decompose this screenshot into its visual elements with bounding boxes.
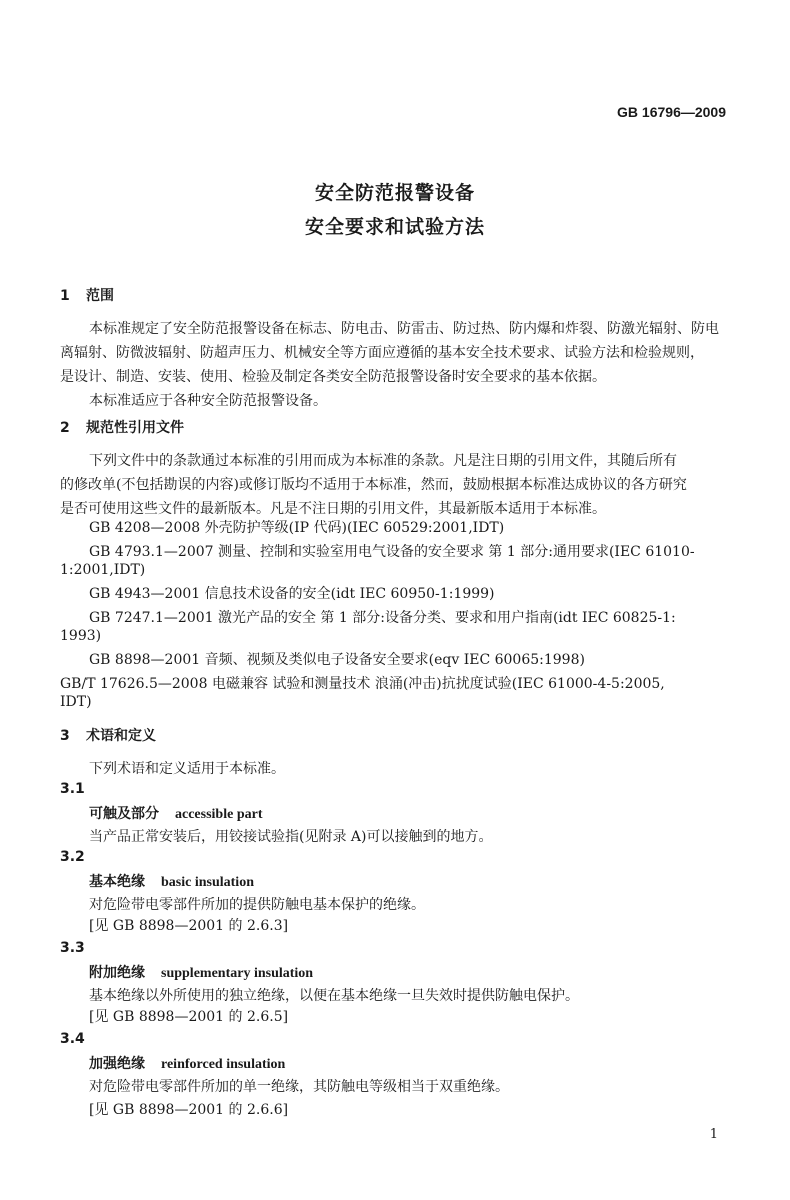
term-reference: [见 GB 8898—2001 的 2.6.3] xyxy=(89,918,289,934)
section-title: 规范性引用文件 xyxy=(86,420,184,436)
paragraph-line: 本标准适应于各种安全防范报警设备。 xyxy=(89,393,327,409)
section-title: 范围 xyxy=(86,288,114,304)
term-number: 3.2 xyxy=(60,849,85,865)
section-number: 3 xyxy=(60,728,70,744)
term-definition: 对危险带电零部件所加的单一绝缘，其防触电等级相当于双重绝缘。 xyxy=(89,1079,509,1095)
term-zh: 附加绝缘 xyxy=(89,965,145,981)
paragraph-line: 本标准规定了安全防范报警设备在标志、防电击、防雷击、防过热、防内爆和炸裂、防激光辐射、防电 xyxy=(89,321,719,337)
reference-line: GB 4943—2001 信息技术设备的安全(idt IEC 60950-1:1999) xyxy=(89,586,495,602)
title-line-2: 安全要求和试验方法 xyxy=(304,216,485,238)
standard-number: GB 16796—2009 xyxy=(617,104,726,120)
term-number: 3.1 xyxy=(60,781,85,797)
section-title: 术语和定义 xyxy=(86,728,156,744)
reference-line: 1993) xyxy=(60,628,102,644)
term-number: 3.3 xyxy=(60,940,85,956)
term-reference: [见 GB 8898—2001 的 2.6.5] xyxy=(89,1009,289,1025)
reference-line: GB 8898—2001 音频、视频及类似电子设备安全要求(eqv IEC 60065:1998) xyxy=(89,652,585,668)
term-reference: [见 GB 8898—2001 的 2.6.6] xyxy=(89,1102,289,1118)
reference-line: IDT) xyxy=(60,694,92,710)
section-3-heading xyxy=(60,725,156,745)
term-en: supplementary insulation xyxy=(161,966,314,981)
section-number: 2 xyxy=(60,420,70,436)
reference-line: GB/T 17626.5—2008 电磁兼容 试验和测量技术 浪涌(冲击)抗扰度试验(IEC 61000-4-5:2005, xyxy=(60,676,665,692)
term-number: 3.4 xyxy=(60,1031,85,1047)
reference-line: GB 7247.1—2001 激光产品的安全 第 1 部分:设备分类、要求和用户指南(idt IEC 60825-1: xyxy=(89,610,676,626)
paragraph-line: 是设计、制造、安装、使用、检验及制定各类安全防范报警设备时安全要求的基本依据。 xyxy=(60,369,606,385)
reference-line: GB 4208—2008 外壳防护等级(IP 代码)(IEC 60529:2001,IDT) xyxy=(89,520,505,536)
term-en: basic insulation xyxy=(161,875,254,890)
term-en: reinforced insulation xyxy=(161,1057,286,1072)
term-en: accessible part xyxy=(175,807,263,822)
term-title xyxy=(89,1053,285,1073)
paragraph-line: 离辐射、防微波辐射、防超声压力、机械安全等方面应遵循的基本安全技术要求、试验方法和检验规则， xyxy=(60,345,704,361)
term-zh: 基本绝缘 xyxy=(89,874,145,890)
term-zh: 可触及部分 xyxy=(89,806,159,822)
reference-line: GB 4793.1—2007 测量、控制和实验室用电气设备的安全要求 第 1 部分:通用要求(IEC 61010- xyxy=(89,544,695,560)
term-title xyxy=(89,803,262,823)
term-definition: 对危险带电零部件所加的提供防触电基本保护的绝缘。 xyxy=(89,897,425,913)
paragraph-line: 的修改单(不包括勘误的内容)或修订版均不适用于本标准，然而，鼓励根据本标准达成协议的各方研究 xyxy=(60,477,687,493)
term-definition: 当产品正常安装后，用铰接试验指(见附录 A)可以接触到的地方。 xyxy=(89,829,493,845)
term-definition: 基本绝缘以外所使用的独立绝缘，以便在基本绝缘一旦失效时提供防触电保护。 xyxy=(89,988,579,1004)
section-1-heading xyxy=(60,285,114,305)
section-number: 1 xyxy=(60,288,70,304)
page-number: 1 xyxy=(709,1127,718,1142)
reference-line: 1:2001,IDT) xyxy=(60,562,146,578)
paragraph-line: 是否可使用这些文件的最新版本。凡是不注日期的引用文件，其最新版本适用于本标准。 xyxy=(60,501,606,517)
section-2-heading xyxy=(60,417,184,437)
title-line-1: 安全防范报警设备 xyxy=(314,182,475,204)
term-title xyxy=(89,871,254,891)
paragraph-line: 下列术语和定义适用于本标准。 xyxy=(89,761,285,777)
term-zh: 加强绝缘 xyxy=(89,1056,145,1072)
paragraph-line: 下列文件中的条款通过本标准的引用而成为本标准的条款。凡是注日期的引用文件，其随后所有 xyxy=(89,453,677,469)
term-title xyxy=(89,962,313,982)
